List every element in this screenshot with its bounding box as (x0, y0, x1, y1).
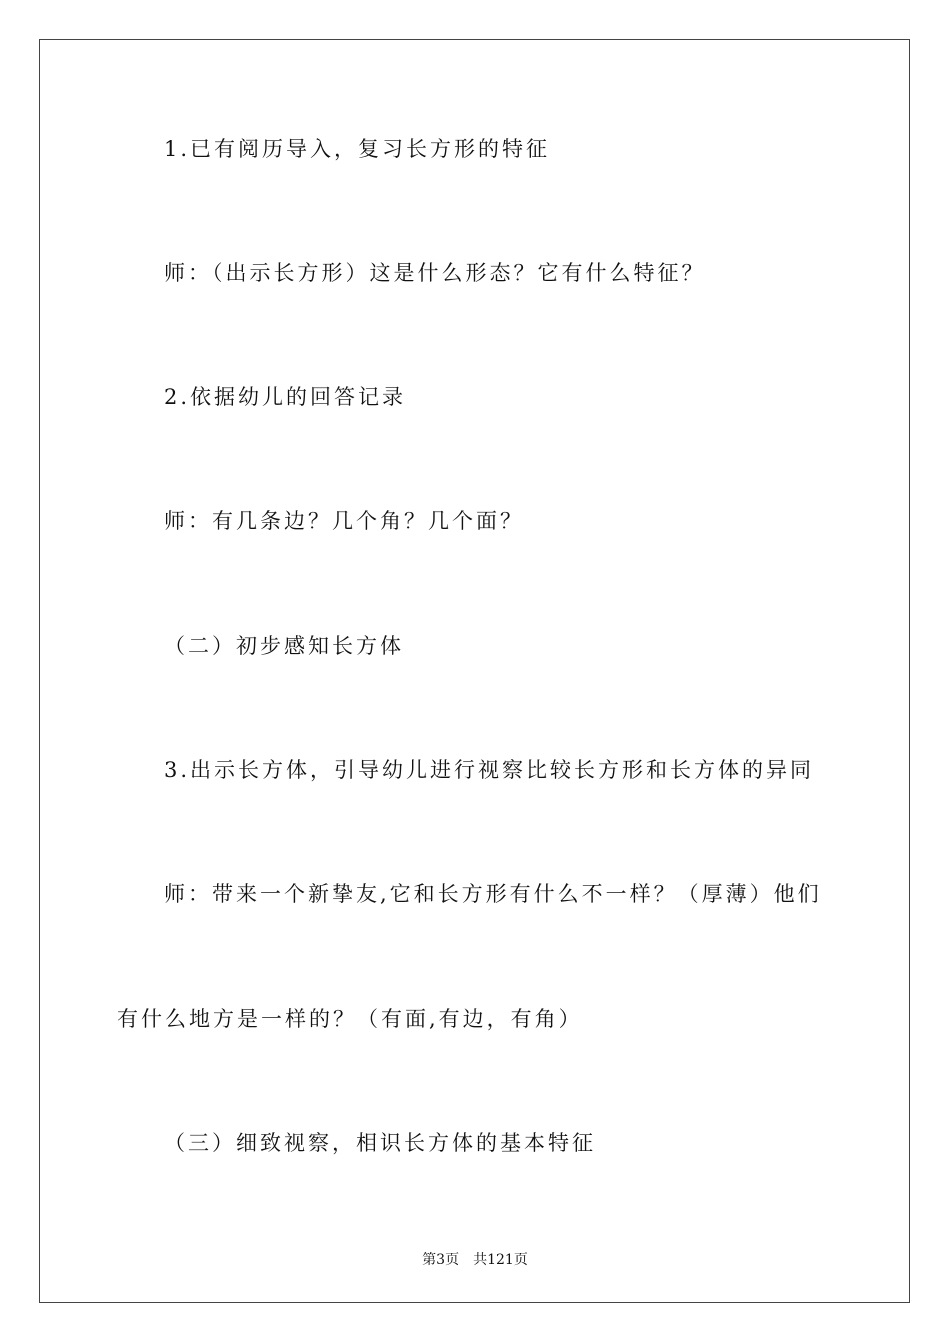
section-2-heading: （二）初步感知长方体 (164, 634, 404, 658)
teacher-question-3-continued: 有什么地方是一样的？（有面,有边，有角） (117, 1007, 583, 1031)
teacher-question-2: 师：有几条边？几个角？几个面？ (164, 509, 524, 533)
step-2-heading: 2.依据幼儿的回答记录 (164, 385, 407, 409)
teacher-question-1: 师：（出示长方形）这是什么形态？它有什么特征？ (164, 261, 706, 285)
section-3-heading: （三）细致视察，相识长方体的基本特征 (164, 1131, 596, 1155)
current-page-number: 第3页 (422, 1252, 460, 1268)
step-1-heading: 1.已有阅历导入，复习长方形的特征 (164, 137, 551, 161)
page-frame (39, 39, 910, 1303)
total-page-count: 共121页 (473, 1252, 528, 1268)
teacher-question-3: 师：带来一个新挚友,它和长方形有什么不一样？（厚薄）他们 (164, 882, 822, 906)
step-3-heading: 3.出示长方体，引导幼儿进行视察比较长方形和长方体的异同 (164, 758, 815, 782)
page-footer (0, 1249, 950, 1269)
